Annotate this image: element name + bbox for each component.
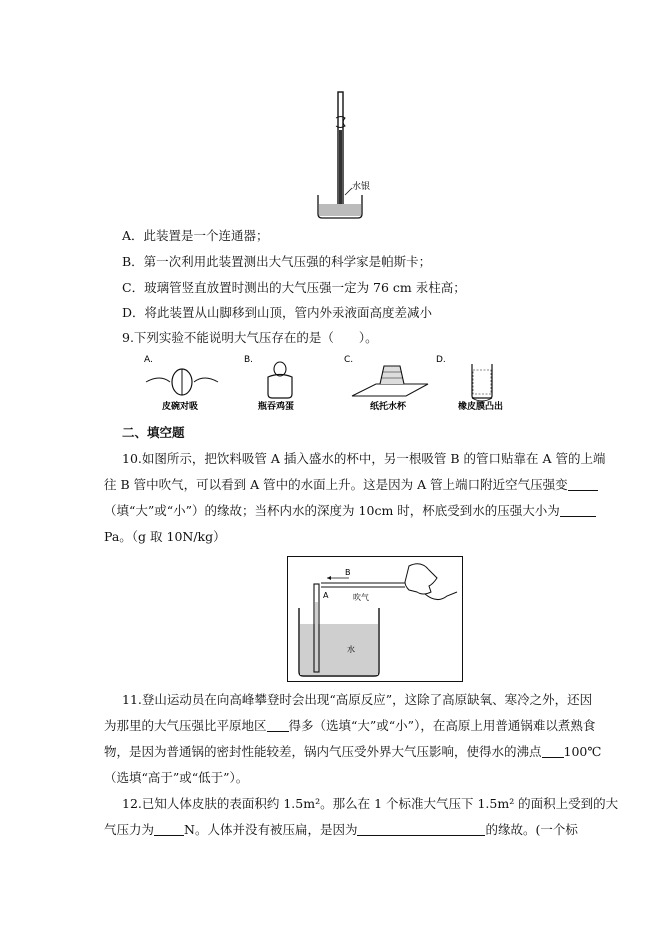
q8-option-b: B．第一次利用此装置测出大气压强的科学家是帕斯卡； (122, 254, 432, 269)
q9-option-c-caption: 纸托水杯 (370, 402, 407, 412)
q8-option-d: D．将此装置从山脚移到山顶，管内外汞液面高度差减小 (122, 305, 433, 320)
q8-option-c: C．玻璃管竖直放置时测出的大气压强一定为 76 cm 汞柱高； (122, 280, 466, 295)
q10-line-3 (104, 503, 596, 519)
paper-sheet-icon (352, 384, 428, 396)
q12-blank-2[interactable] (357, 823, 485, 836)
q10-line-4: Pa。（g 取 10N/kg） (104, 529, 226, 544)
q9-stem: 9.下列实验不能说明大气压存在的是（ ）。 (122, 330, 378, 345)
q11-line-2-text: 为那里的大气压强比平原地区 (104, 718, 267, 733)
q9-option-c-letter: C. (344, 355, 354, 365)
q9-option-b-caption: 瓶吞鸡蛋 (258, 402, 295, 412)
q10-line-2 (104, 477, 598, 493)
q11-blank-2[interactable] (542, 745, 564, 758)
q11-line-4: （选填“高于”或“低于”）。 (104, 770, 249, 785)
q12-line-1: 12.已知人体皮肤的表面积约 1.5m²。那么在 1 个标准大气压下 1.5m² 的面积上受到的大 (122, 796, 619, 811)
q9-options-figure (140, 352, 530, 414)
water-label: 水 (347, 645, 355, 654)
q12-blank-1[interactable] (154, 823, 184, 836)
q12-line-2-mid: N。人体并没有被压扁，是因为 (184, 822, 358, 837)
q12-line-2-rest: 的缘故。(一个标 (485, 822, 578, 837)
q9-option-a-caption: 皮碗对吸 (162, 402, 199, 412)
q11-blank-1[interactable] (267, 719, 289, 732)
mercury-label: 水银 (352, 182, 371, 192)
blow-label: 吹气 (353, 593, 369, 602)
q8-option-a: A．此装置是一个连通器； (122, 228, 269, 243)
q11-line-3-text: 物，是因为普通锅的密封性能较差，锅内气压受外界大气压影响，使得水的沸点 (104, 744, 542, 759)
q10-blank-2[interactable] (560, 504, 596, 517)
q9-option-d-caption: 橡皮膜凸出 (458, 402, 504, 412)
dish-mercury (319, 204, 361, 216)
section-title: 二、填空题 (122, 425, 185, 440)
q11-line-1: 11.登山运动员在向高峰攀登时会出现“高原反应”，这除了高原缺氧、寒冷之外，还因 (122, 692, 593, 707)
bottle-icon (268, 375, 292, 399)
q10-line-2-text: 往 B 管中吹气，可以看到 A 管中的水面上升。这是因为 A 管上端口附近空气压强变 (104, 477, 568, 492)
mercury-column (339, 130, 342, 214)
q9-option-d-letter: D. (436, 355, 446, 365)
q11-line-2 (104, 718, 595, 734)
water-icon (473, 370, 491, 394)
water-fill (300, 624, 378, 675)
q12-line-2-text: 气压力为 (104, 822, 155, 837)
q10-line-1: 10.如图所示，把饮料吸管 A 插入盛水的杯中，另一根吸管 B 的管口贴靠在 A 管的上端 (122, 451, 606, 466)
tube-icon (472, 364, 492, 398)
q11-line-3 (104, 744, 601, 760)
inverted-cup-icon (380, 366, 404, 384)
q12-line-2 (104, 822, 578, 838)
q9-option-b-letter: B. (244, 355, 254, 365)
q11-line-2-rest: 得多（选填“大”或“小”），在高原上用普通锅难以煮熟食 (288, 718, 596, 733)
straw-b-label: B (345, 568, 351, 577)
straw-a-label: A (323, 591, 329, 600)
q9-option-a-letter: A. (144, 355, 153, 365)
q11-line-3-rest: 100℃ (563, 744, 602, 759)
q10-line-3-text: （填“大”或“小”）的缘故；当杯内水的深度为 10cm 时，杯底受到水的压强大小为 (104, 503, 560, 518)
straw-blowing-figure (287, 556, 463, 682)
straw-a-water (315, 602, 318, 624)
q10-blank-1[interactable] (568, 478, 598, 491)
label-leader-line (345, 188, 352, 195)
torricelli-apparatus-figure (300, 90, 390, 225)
